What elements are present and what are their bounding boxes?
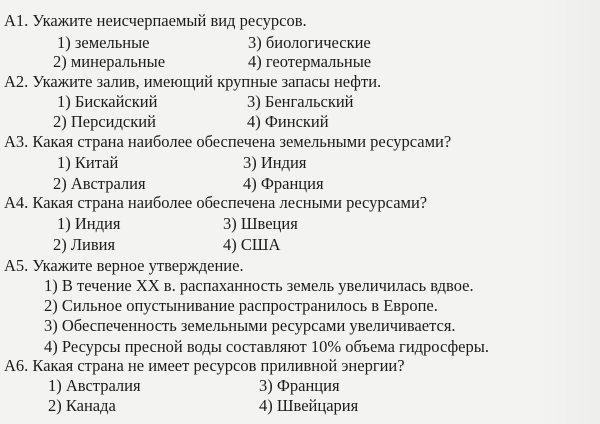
answer-option: 2) Австралия bbox=[53, 174, 146, 193]
answer-option: 2) Сильное опустынивание распространилось в Европе. bbox=[44, 296, 438, 315]
question-a4 bbox=[4, 195, 427, 212]
answer-option: 4) США bbox=[223, 235, 281, 254]
question-a2 bbox=[4, 74, 381, 91]
question-a6 bbox=[4, 358, 405, 375]
question-number: A6. bbox=[4, 356, 29, 375]
question-number: A5. bbox=[4, 256, 29, 275]
answer-option: 1) Австралия bbox=[48, 376, 141, 395]
question-text: Какая страна не имеет ресурсов приливной энергии? bbox=[32, 356, 405, 375]
question-text: Укажите верное утверждение. bbox=[32, 256, 244, 275]
answer-option: 1) Китай bbox=[57, 153, 119, 172]
answer-option: 3) Бенгальский bbox=[247, 92, 354, 111]
answer-option: 4) геотермальные bbox=[248, 52, 372, 71]
answer-option: 1) В течение XX в. распаханность земель увеличилась вдвое. bbox=[44, 276, 474, 295]
answer-option: 3) Швеция bbox=[223, 214, 298, 233]
question-text: Укажите неисчерпаемый вид ресурсов. bbox=[32, 11, 307, 30]
answer-option: 2) Персидский bbox=[53, 112, 156, 131]
question-text: Какая страна наиболее обеспечена лесными ресурсами? bbox=[32, 193, 428, 212]
answer-option: 2) Ливия bbox=[53, 235, 116, 254]
answer-option: 3) Обеспеченность земельными ресурсами увеличивается. bbox=[44, 316, 456, 335]
answer-option: 4) Франция bbox=[243, 174, 324, 193]
answer-option: 1) Индия bbox=[57, 214, 121, 233]
question-a5 bbox=[4, 258, 244, 275]
answer-option: 3) Франция bbox=[259, 376, 340, 395]
answer-option: 2) Канада bbox=[48, 396, 116, 415]
question-number: A1. bbox=[4, 11, 29, 30]
answer-option: 2) минеральные bbox=[53, 52, 166, 71]
question-number: A2. bbox=[4, 72, 29, 91]
answer-option: 4) Ресурсы пресной воды составляют 10% объема гидросферы. bbox=[44, 337, 489, 356]
answer-option: 3) биологические bbox=[248, 33, 371, 52]
question-a1 bbox=[4, 13, 307, 30]
question-number: A3. bbox=[4, 132, 29, 151]
answer-option: 4) Финский bbox=[247, 112, 329, 131]
answer-option: 1) земельные bbox=[57, 33, 150, 52]
answer-option: 1) Бискайский bbox=[57, 92, 158, 111]
scan-shading bbox=[540, 0, 600, 424]
question-text: Укажите залив, имеющий крупные запасы нефти. bbox=[32, 72, 382, 91]
question-number: A4. bbox=[4, 193, 29, 212]
question-a3 bbox=[4, 134, 451, 151]
question-text: Какая страна наиболее обеспечена земельными ресурсами? bbox=[32, 132, 452, 151]
answer-option: 4) Швейцария bbox=[259, 396, 359, 415]
answer-option: 3) Индия bbox=[243, 153, 307, 172]
